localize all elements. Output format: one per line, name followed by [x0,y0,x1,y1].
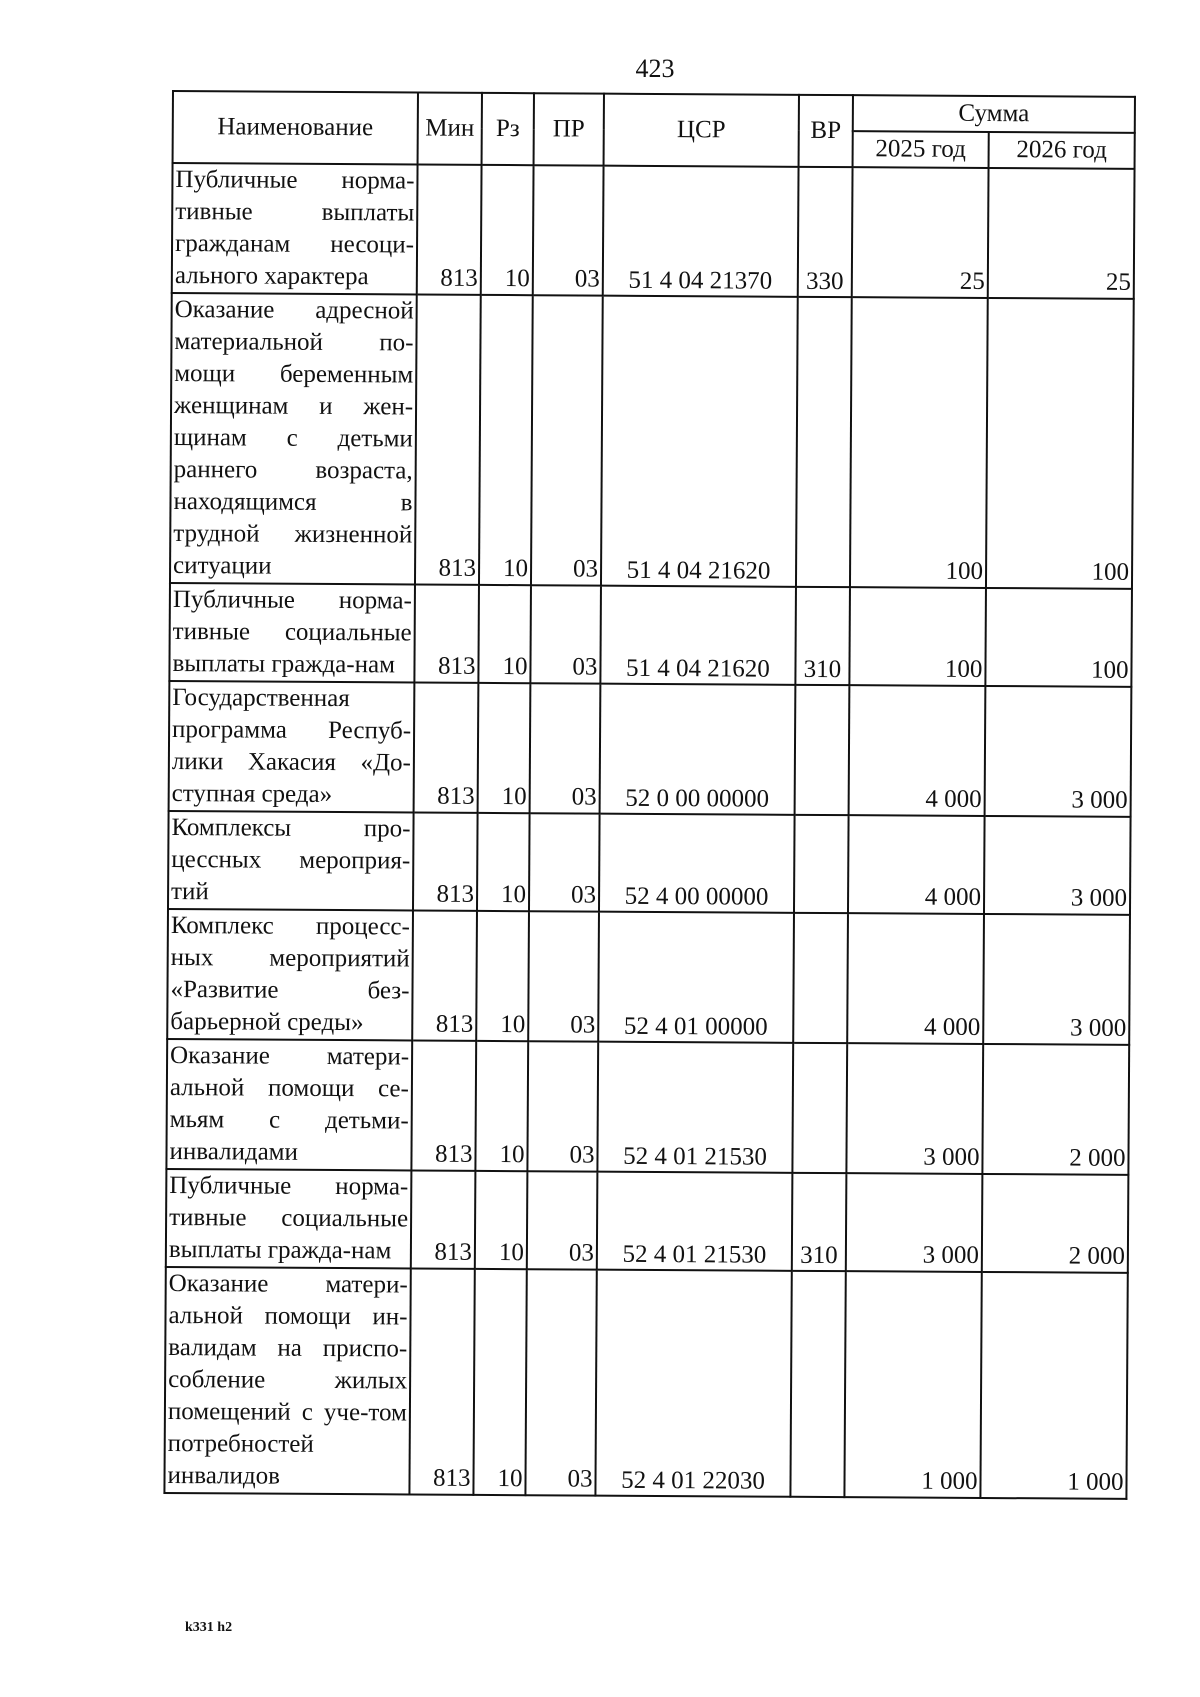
row-vr: 310 [792,1173,847,1271]
row-amount-2026: 3 000 [984,816,1131,915]
row-rz: 10 [473,1269,526,1495]
table-row [166,1039,1129,1175]
table-row [168,811,1131,915]
row-amount-2026: 25 [988,168,1135,299]
row-min: 813 [409,1268,474,1494]
row-vr: 330 [798,167,853,297]
row-name: Публичные норма-тивные социальные выплаты гражда-нам [169,583,415,682]
header-year-2026: 2026 год [989,132,1135,169]
row-min: 813 [414,682,479,812]
row-vr [794,815,849,913]
row-amount-2025: 3 000 [846,1173,983,1272]
table-row [169,583,1132,687]
row-name: Оказание адресной материальной по-мощи беременным женщинам и жен-щинам с детьми раннего возраста, находящимся в трудной жизненной ситуации [170,293,417,584]
row-csr: 52 0 00 00000 [600,684,796,815]
row-amount-2025: 4 000 [848,815,985,914]
header-min: Мин [418,93,482,165]
row-vr [790,1271,845,1497]
page-number: 423 [635,54,675,83]
row-amount-2026: 2 000 [982,1044,1129,1175]
row-name: Оказание матери-альной помощи се-мьям с детьми-инвалидами [166,1039,412,1170]
row-rz: 10 [478,683,531,813]
budget-table [163,90,1136,1500]
row-csr: 52 4 01 00000 [598,912,794,1043]
row-name: Комплексы про-цессных мероприя-тий [168,811,414,910]
row-csr: 51 4 04 21620 [600,586,796,685]
row-vr [795,685,850,815]
row-min: 813 [414,584,479,682]
row-vr: 310 [795,587,850,685]
row-vr [792,1043,847,1173]
row-min: 813 [413,812,478,910]
row-pr: 03 [527,1041,598,1171]
row-name: Оказание матери-альной помощи ин-валидам на приспо-собление жилых помещений с уче-том потребностей инвалидов [164,1267,410,1494]
row-pr: 03 [533,165,604,295]
row-min: 813 [415,294,481,584]
header-csr: ЦСР [604,94,799,167]
row-amount-2025: 100 [850,297,988,588]
table-row [167,909,1130,1045]
row-pr: 03 [525,1269,596,1495]
row-min: 813 [417,165,482,295]
row-pr: 03 [530,585,601,683]
row-csr: 51 4 04 21370 [603,166,799,297]
row-name: Публичные норма-тивные выплаты гражданам несоци-ального характера [172,163,418,294]
row-amount-2025: 4 000 [847,913,984,1044]
row-pr: 03 [531,295,603,585]
row-min: 813 [412,910,477,1040]
row-amount-2026: 2 000 [982,1174,1129,1273]
row-csr: 52 4 01 22030 [595,1270,791,1497]
row-amount-2026: 100 [986,298,1134,589]
row-name: Государственная программа Респуб-лики Хакасия «До-ступная среда» [169,681,415,812]
header-pr: ПР [534,93,604,165]
row-min: 813 [411,1040,476,1170]
row-min: 813 [411,1170,476,1268]
row-csr: 51 4 04 21620 [601,296,798,587]
row-csr: 52 4 01 21530 [597,1042,793,1173]
row-rz: 10 [475,1171,528,1269]
row-rz: 10 [477,813,530,911]
table-row [172,163,1135,299]
header-name: Наименование [173,91,418,164]
row-amount-2026: 3 000 [983,914,1130,1045]
header-sum: Сумма [853,95,1135,133]
row-pr: 03 [528,911,599,1041]
table-row [169,681,1132,817]
row-csr: 52 4 00 00000 [599,814,795,913]
row-rz: 10 [476,911,529,1041]
row-amount-2025: 25 [852,167,989,298]
row-name: Комплекс процесс-ных мероприятий «Развитие без-барьерной среды» [167,909,413,1040]
row-pr: 03 [529,813,600,911]
row-amount-2025: 100 [849,587,986,686]
header-year-2025: 2025 год [853,131,989,168]
row-amount-2025: 3 000 [846,1043,983,1174]
row-rz: 10 [479,295,533,585]
header-rz: Рз [482,93,534,165]
row-csr: 52 4 01 21530 [597,1172,793,1271]
row-amount-2025: 4 000 [849,685,986,816]
header-vr: ВР [799,95,853,167]
row-amount-2025: 1 000 [844,1271,981,1498]
row-rz: 10 [481,165,534,295]
row-amount-2026: 1 000 [980,1272,1127,1499]
table-row [166,1169,1129,1273]
footer-code: k331 h2 [185,1620,233,1635]
row-rz: 10 [478,585,531,683]
row-pr: 03 [530,683,601,813]
row-amount-2026: 3 000 [985,686,1132,817]
row-rz: 10 [475,1041,528,1171]
row-vr [796,297,852,587]
row-amount-2026: 100 [985,588,1132,687]
row-name: Публичные норма-тивные социальные выплаты гражда-нам [166,1169,412,1268]
table-row [164,1267,1127,1499]
row-vr [793,913,848,1043]
row-pr: 03 [527,1171,598,1269]
table-row [170,293,1134,589]
